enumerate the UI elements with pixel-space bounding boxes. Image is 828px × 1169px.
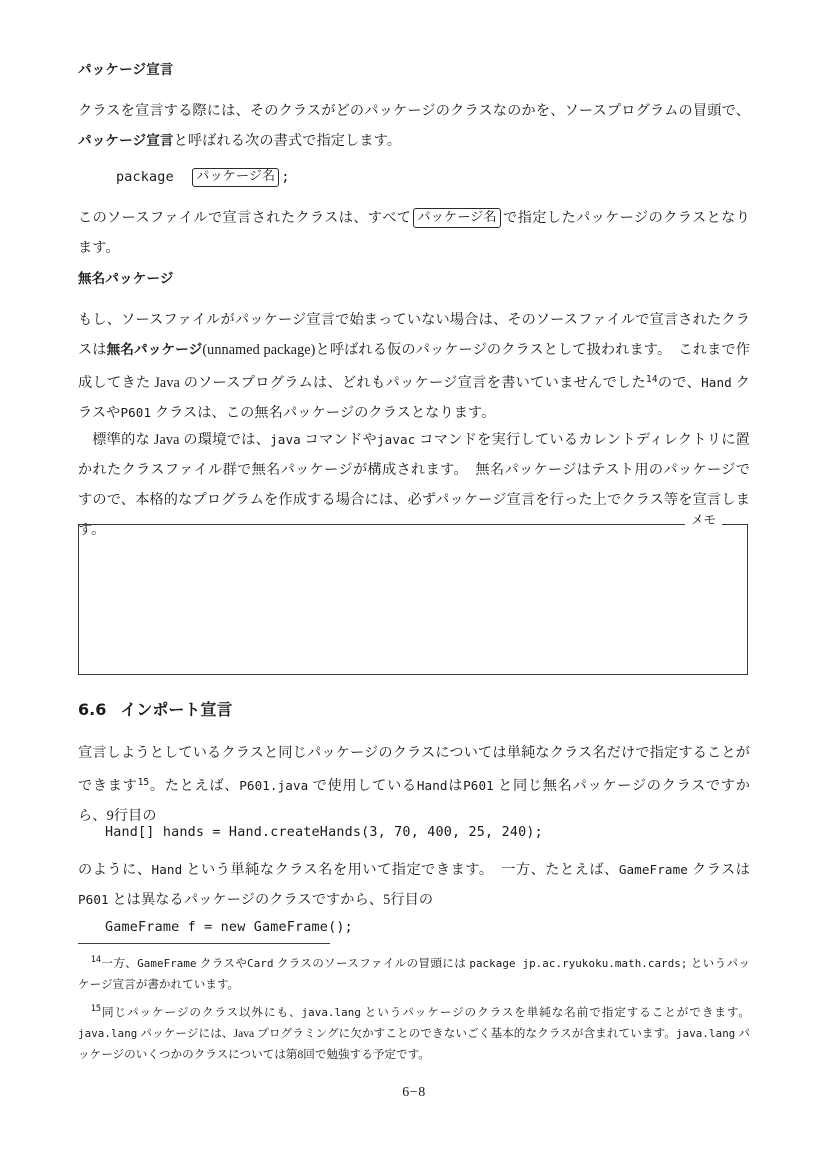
- footnote-text: [78, 999, 750, 1065]
- fn-segment-d: というパッケージ宣言が書かれています。: [78, 957, 751, 991]
- section-title: インポート宣言: [120, 700, 233, 719]
- code-block-createhands: [78, 818, 750, 848]
- fn-segment-c: クラスのソースファイルの冒頭には: [276, 957, 467, 970]
- fn-segment-b: クラスや: [199, 957, 248, 970]
- para-segment-a: クラスを宣言する際には、そのクラスがどのパッケージのクラスなのかを、ソースプログラムの冒頭で、: [78, 103, 750, 119]
- para-segment-bold: 無名パッケージ: [106, 342, 203, 358]
- para-segment-c: コマンドや: [304, 432, 377, 448]
- fn-segment-a: 一方、: [101, 957, 138, 970]
- para-segment-b: で指定したパッケージのクラスとなります。: [78, 210, 750, 256]
- para-segment-a: のように、: [78, 862, 152, 878]
- para-code-hand: Hand: [416, 778, 448, 793]
- para-segment-bold: パッケージ宣言: [78, 133, 174, 149]
- footnote-mark: 14: [90, 955, 102, 965]
- para-segment-java: Java: [154, 375, 180, 391]
- paragraph-unnamed-package-1: [78, 305, 750, 428]
- para-code-java-cmd: java: [270, 432, 301, 447]
- paragraph-package-declaration-effect: [78, 203, 750, 263]
- para-segment-b: の環境では、: [183, 432, 271, 448]
- fn-code-card: Card: [247, 957, 274, 970]
- paragraph-import-gameframe: [78, 855, 750, 915]
- fn-segment-c: パッケージには、Java プログラミングに欠かすことのできないごく基本的なクラスが含まれています。: [140, 1027, 676, 1040]
- document-page: [78, 0, 750, 1169]
- para-code-gameframe: GameFrame: [618, 862, 688, 877]
- para-segment-a: もし、ソースファイルがパッケージ宣言で始まっていない場合は、そのソースファイルで宣言されたクラスは: [78, 312, 750, 358]
- syntax-package-declaration: [78, 163, 750, 193]
- paragraph-text: [78, 96, 750, 156]
- fn-code-javalang-1: java.lang: [301, 1006, 361, 1019]
- subheading-text: 無名パッケージ: [78, 271, 174, 287]
- memo-box-container: [78, 512, 748, 675]
- fn-code-package-stmt: package jp.ac.ryukoku.math.cards;: [469, 957, 688, 970]
- para-segment-f: クラスは、この無名パッケージのクラスとなります。: [154, 405, 496, 421]
- para-code-hand: Hand: [151, 862, 183, 877]
- para-segment-java: Java: [153, 432, 180, 448]
- memo-box-border: [78, 524, 748, 675]
- para-segment-d: コマンドを実行しているカレントディレクトリに置かれたクラスファイル群で無名パッケージが構成されます。 無名パッケージはテスト用のパッケージですので、本格的なプログラムを作成する場合には、必ずパッケージ宣言を行った上でクラス等を宣言します。: [78, 432, 750, 538]
- para-segment-d: とは異なるパッケージのクラスですから、5行目の: [112, 892, 434, 908]
- fn-code-javalang-3: java.lang: [676, 1027, 736, 1040]
- para-code-p601: P601: [78, 892, 109, 907]
- code-block-gameframe: [78, 913, 750, 943]
- para-segment-c: で使用している: [312, 778, 417, 794]
- heading-unnamed-package: [78, 271, 750, 287]
- paragraph-text: [78, 305, 750, 428]
- page-number: 6−8: [402, 1085, 426, 1100]
- heading-package-declaration: [78, 62, 750, 78]
- para-segment-d: は: [447, 778, 464, 794]
- syntax-line: [78, 163, 750, 193]
- para-segment-c: クラスは: [692, 862, 751, 878]
- para-code-p601-java: P601.java: [239, 778, 309, 793]
- para-code-p601: P601: [463, 778, 494, 793]
- para-code-hand: Hand: [701, 375, 732, 390]
- footnote-text: [78, 950, 750, 995]
- section-head-line: [78, 700, 750, 719]
- memo-label: メモ: [685, 514, 722, 527]
- para-segment-a: 宣言しようとしているクラスと同じパッケージのクラスについては単純なクラス名だけで指定することができます: [78, 745, 750, 794]
- para-segment-c: のソースプログラムは、どれもパッケージ宣言を書いていませんでした: [183, 375, 647, 391]
- paragraph-text: [78, 203, 750, 263]
- paragraph-package-declaration-intro: [78, 96, 750, 156]
- footnote-15: [78, 999, 750, 1065]
- footnote-separator-rule: [78, 943, 330, 944]
- syntax-terminator: ;: [281, 170, 290, 185]
- section-number: 6.6: [78, 700, 107, 719]
- para-segment-a: このソースファイルで宣言されたクラスは、すべて: [78, 210, 412, 226]
- para-segment-e: と同じ無名パッケージのクラスですから、9行目の: [78, 778, 751, 824]
- footnote-ref-14: 14: [646, 374, 658, 385]
- footnote-mark: 15: [90, 1004, 102, 1014]
- para-segment-d: ので、: [657, 375, 702, 391]
- para-segment-e: クラスや: [78, 375, 750, 421]
- para-code-javac-cmd: javac: [377, 432, 416, 447]
- fn-code-javalang-2: java.lang: [78, 1027, 138, 1040]
- fn-segment-a: 同じパッケージのクラス以外にも、: [101, 1006, 302, 1019]
- fn-code-gameframe: GameFrame: [137, 957, 197, 970]
- para-segment-b: と呼ばれる仮のパッケージのクラスとして扱われます。 これまで作成してきた: [78, 342, 750, 391]
- code-line: GameFrame f = new GameFrame();: [105, 920, 353, 935]
- fn-segment-d: パッケージのいくつかのクラスについては第8回で勉強する予定です。: [78, 1027, 750, 1061]
- fn-segment-b: というパッケージのクラスを単純な名前で指定することができます。: [364, 1006, 750, 1019]
- paragraph-text: [78, 855, 750, 915]
- footnote-14: [78, 950, 750, 995]
- para-segment-b: 。たとえば、: [149, 778, 240, 794]
- para-segment-a: 標準的な: [92, 432, 151, 448]
- syntax-placeholder-box: パッケージ名: [192, 168, 279, 187]
- footnote-ref-15: 15: [137, 777, 150, 788]
- para-segment-english: (unnamed package): [202, 342, 316, 358]
- para-segment-b: と呼ばれる次の書式で指定します。: [173, 133, 402, 149]
- code-line: Hand[] hands = Hand.createHands(3, 70, 400, 25, 240);: [105, 825, 543, 840]
- inline-placeholder-box: パッケージ名: [413, 208, 500, 228]
- para-code-p601: P601: [120, 405, 152, 420]
- syntax-keyword: package: [116, 170, 174, 185]
- para-segment-b: という単純なクラス名を用いて指定できます。 一方、たとえば、: [186, 862, 619, 878]
- subheading-text: パッケージ宣言: [78, 62, 174, 78]
- section-heading-import-declaration: [78, 700, 750, 719]
- memo-box-content[interactable]: [79, 525, 747, 674]
